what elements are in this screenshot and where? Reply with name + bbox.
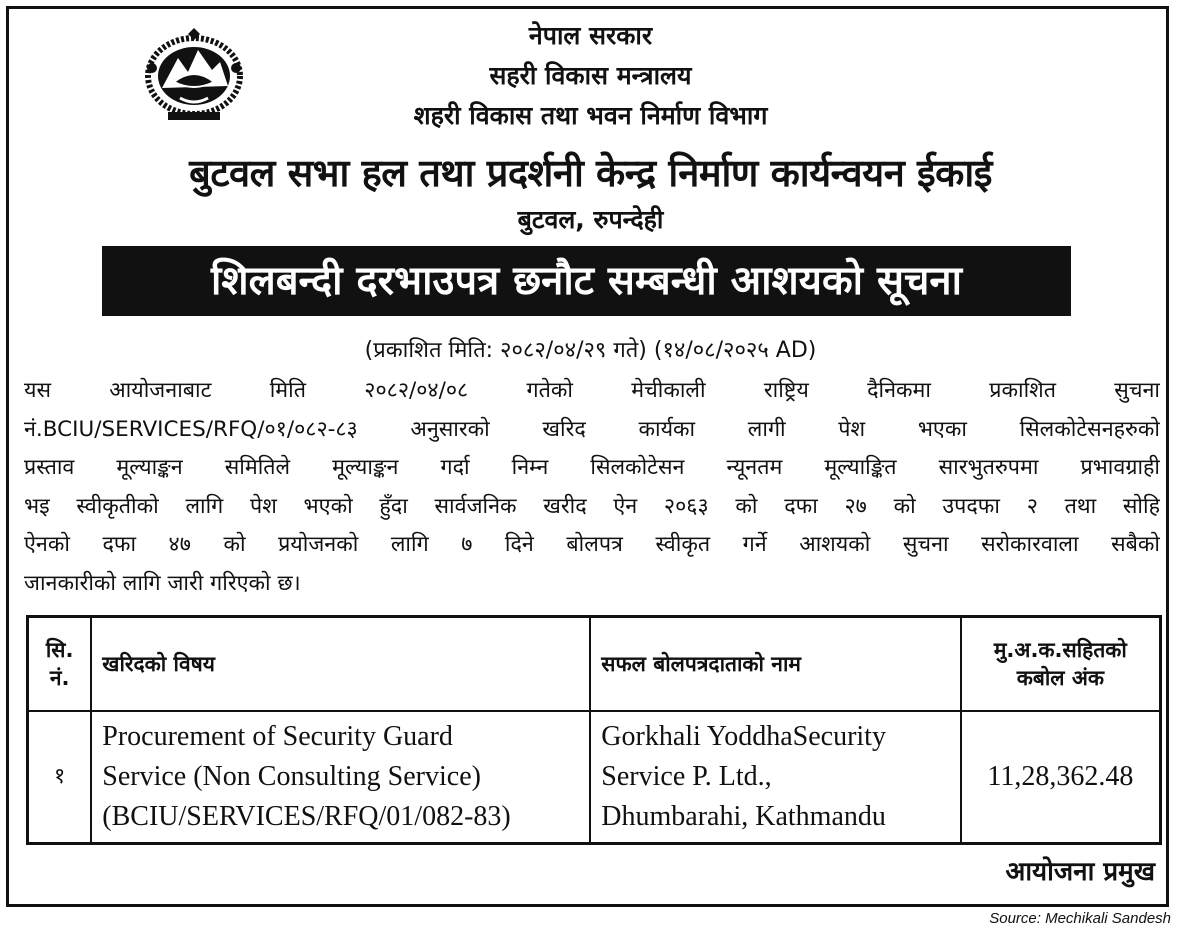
header-serial-number: सि. नं. (28, 617, 92, 712)
cell-procurement-subject: Procurement of Security Guard Service (Non Consulting Service) (BCIU/SERVICES/RFQ/01/082-83) (91, 711, 590, 844)
notice-title: शिलबन्दी दरभाउपत्र छनौट सम्बन्धी आशयको सूचना (102, 246, 1071, 316)
table-header-row (28, 617, 1161, 712)
header-procurement-subject: खरिदको विषय (91, 617, 590, 712)
department-name: शहरी विकास तथा भवन निर्माण विभाग (413, 101, 768, 130)
office-location: बुटवल, रुपन्देही (517, 205, 664, 234)
notice-body (24, 372, 1160, 603)
government-name: नेपाल सरकार (528, 21, 653, 50)
table-row (28, 711, 1161, 844)
office-name: बुटवल सभा हल तथा प्रदर्शनी केन्द्र निर्माण कार्यन्वयन ईकाई (189, 151, 992, 195)
notice-body-line: भइ स्वीकृतीको लागि पेश भएको हुँदा सार्वजनिक खरीद ऐन २०६३ को दफा २७ को उपदफा २ तथा सोहि (24, 493, 1160, 519)
notice-body-line: नं.BCIU/SERVICES/RFQ/०१/०८२-८३ अनुसारको खरिद कार्यका लागी पेश भएका सिलकोटेसनहरुको (24, 416, 1160, 442)
signature-title: आयोजना प्रमुख (1005, 857, 1155, 887)
notice-body-line: प्रस्ताव मूल्याङ्कन समितिले मूल्याङ्कन गर्दा निम्न सिलकोटेसन न्यूनतम मूल्याङ्कित सारभुतरुपमा प्रभावग्राही (24, 455, 1160, 480)
notice-body-line: यस आयोजनाबाट मिति २०८२/०४/०८ गतेको मेचीकाली राष्ट्रिय दैनिकमा प्रकाशित सुचना (24, 378, 1160, 403)
cell-successful-bidder: Gorkhali YoddhaSecurity Service P. Ltd., Dhumbarahi, Kathmandu (590, 711, 960, 844)
source-credit: Source: Mechikali Sandesh (989, 910, 1171, 927)
notice-body-line: ऐनको दफा ४७ को प्रयोजनको लागि ७ दिने बोलपत्र स्वीकृत गर्ने आशयको सुचना सरोकारवाला सबैको (24, 532, 1160, 557)
publication-date: (प्रकाशित मिति: २०८२/०४/२९ गते) (१४/०८/२०२५ AD) (364, 338, 817, 363)
ministry-name: सहरी विकास मन्त्रालय (489, 61, 692, 90)
header-bid-amount: मु.अ.क.सहितको कबोल अंक (961, 617, 1161, 712)
header-successful-bidder: सफल बोलपत्रदाताको नाम (590, 617, 960, 712)
award-table (26, 615, 1162, 845)
notice-body-line: जानकारीको लागि जारी गरिएको छ। (24, 570, 301, 596)
cell-serial-number: १ (28, 711, 92, 844)
cell-bid-amount: 11,28,362.48 (961, 711, 1161, 844)
